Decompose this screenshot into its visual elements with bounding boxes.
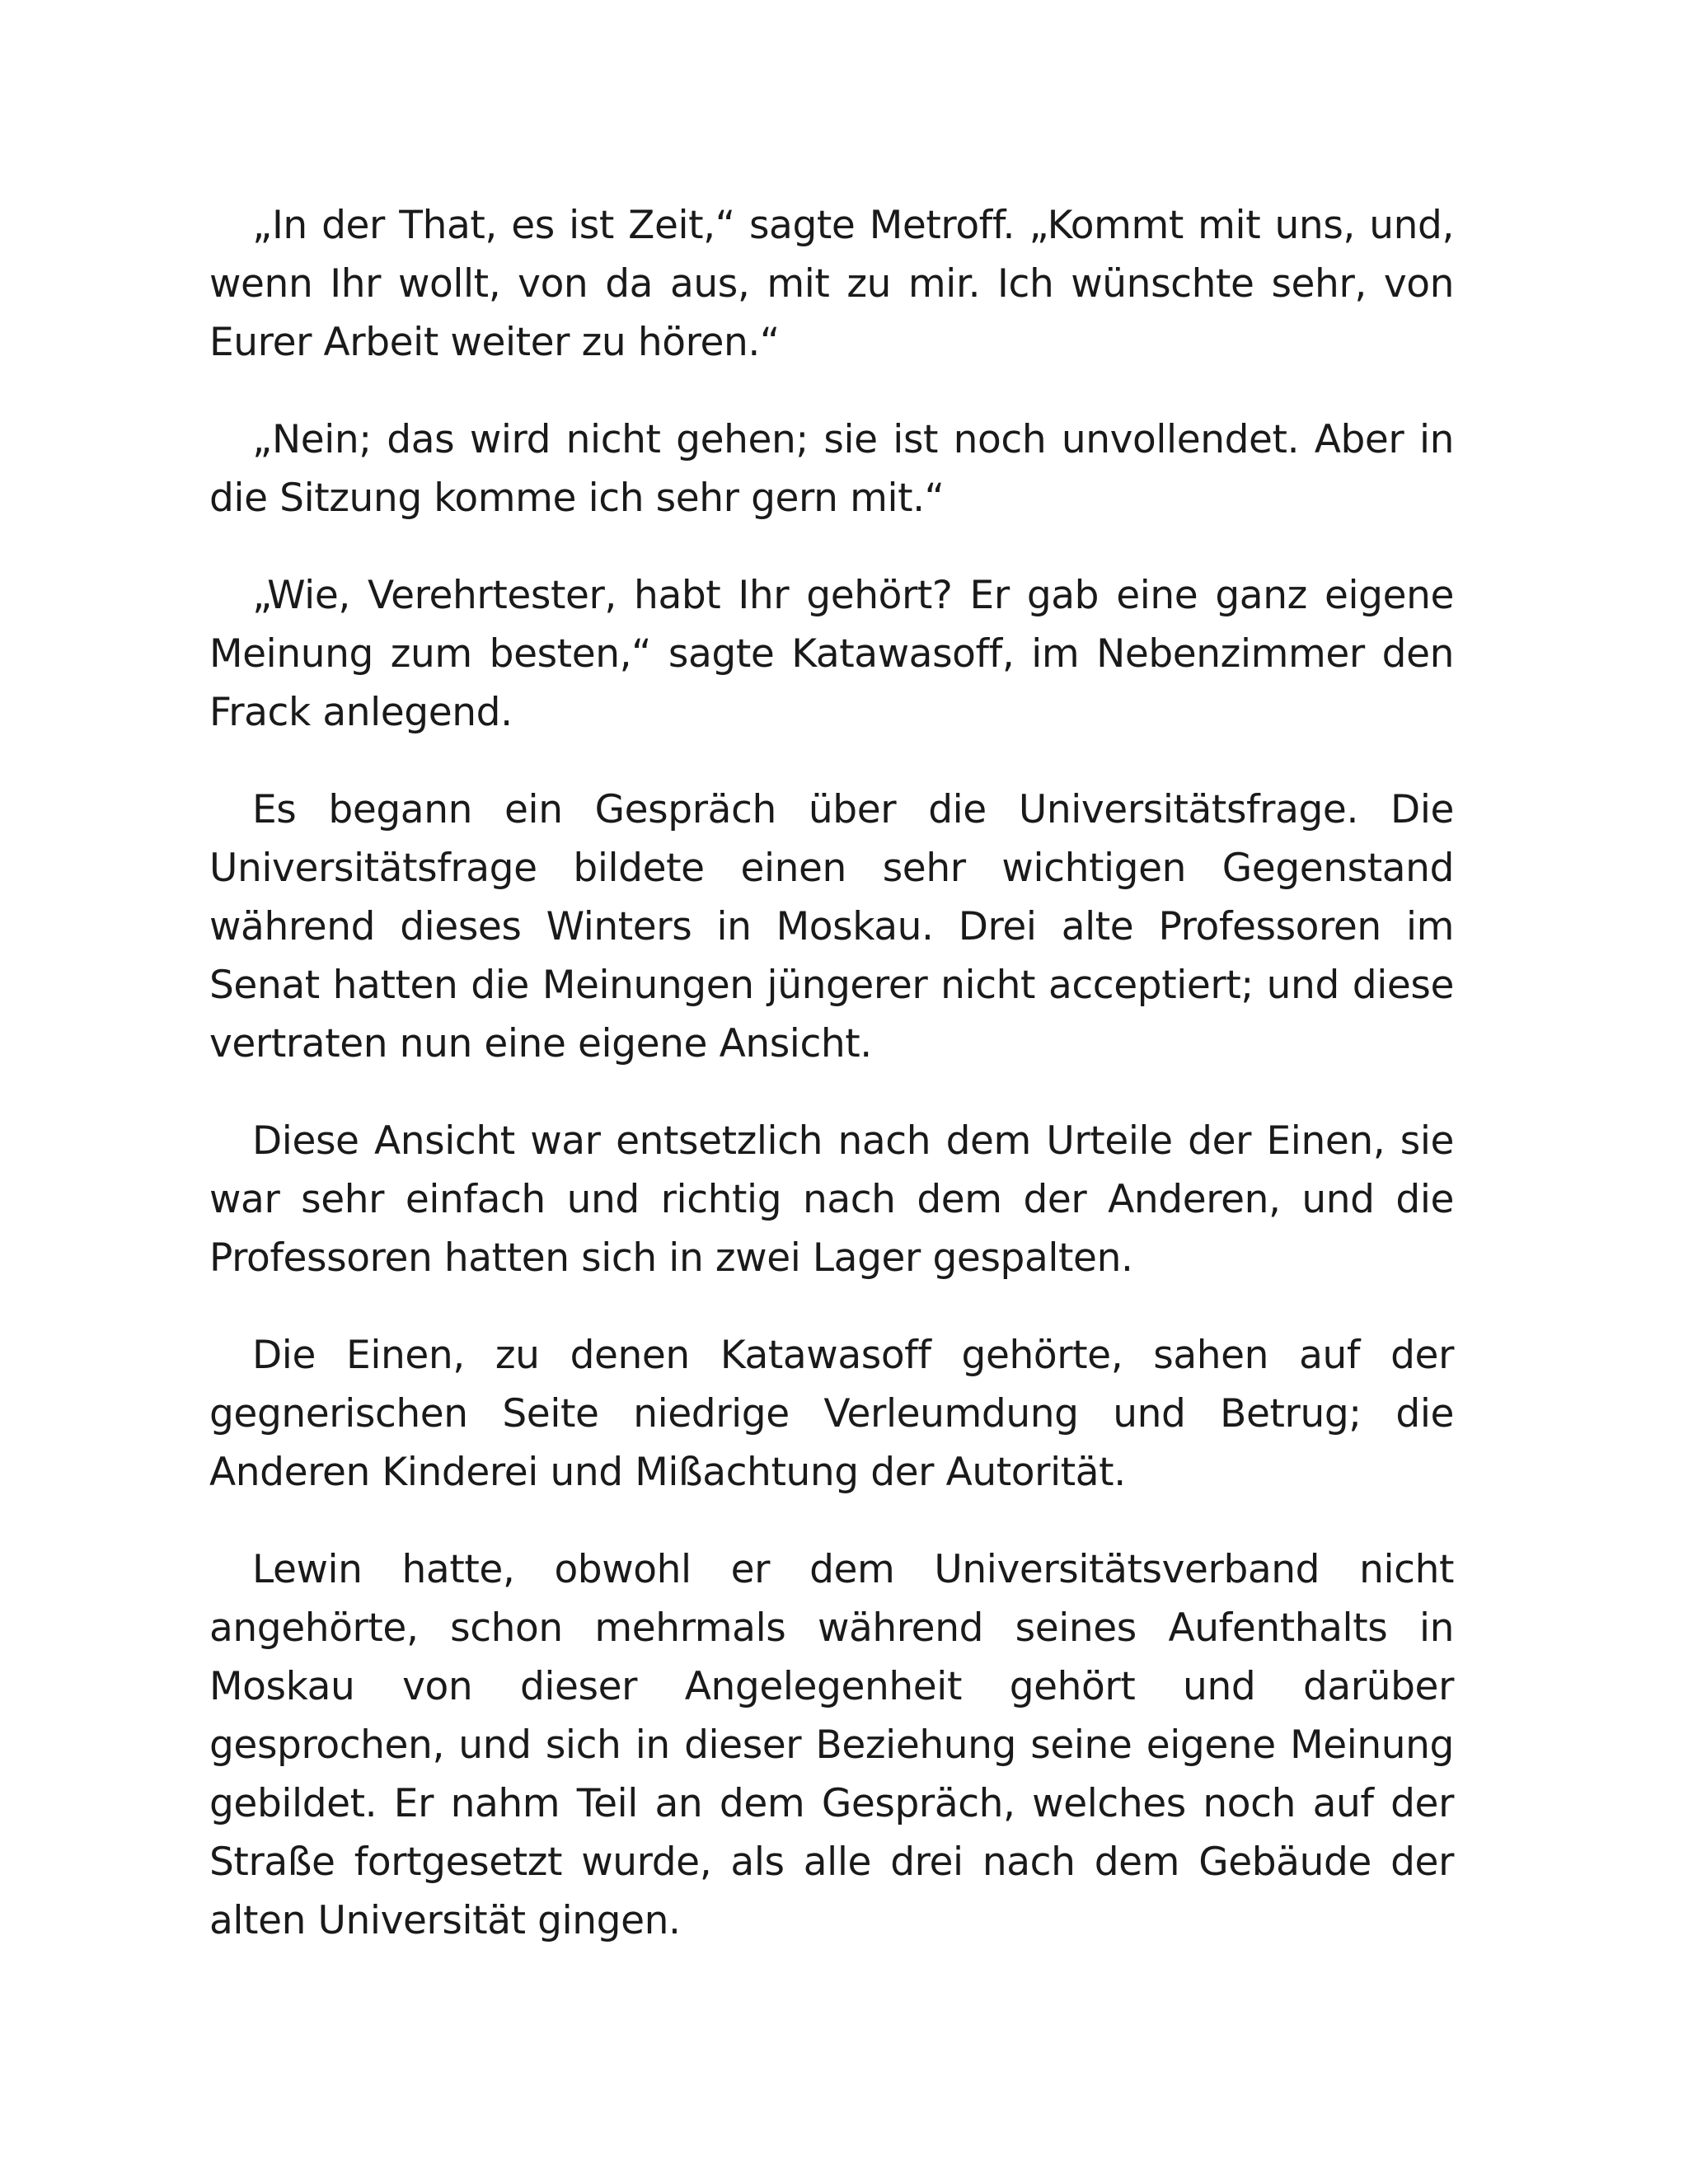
paragraph-1: „In der That, es ist Zeit,“ sagte Metroff. „Kommt mit uns, und, wenn Ihr wollt, von da aus, mit zu mir. Ich wünschte sehr, von Eurer Arbeit weiter zu hören.“ — [209, 203, 1454, 365]
body-text — [209, 196, 1454, 1989]
paragraph-7: Lewin hatte, obwohl er dem Universitätsverband nicht angehörte, schon mehrmals während seines Aufenthalts in Moskau von dieser Angelegenheit gehört und darüber gesprochen, und sich in dieser Beziehung seine eigene Meinung gebildet. Er nahm Teil an dem Gespräch, welches noch auf der Straße fortgesetzt wurde, als alle drei nach dem Gebäude der alten Universität gingen. — [209, 1547, 1454, 1943]
paragraph-6: Die Einen, zu denen Katawasoff gehörte, sahen auf der gegnerischen Seite niedrige Verleumdung und Betrug; die Anderen Kinderei und Mißachtung der Autorität. — [209, 1333, 1454, 1495]
paragraph-2: „Nein; das wird nicht gehen; sie ist noch unvollendet. Aber in die Sitzung komme ich sehr gern mit.“ — [209, 417, 1454, 521]
paragraph-5: Diese Ansicht war entsetzlich nach dem Urteile der Einen, sie war sehr einfach und richtig nach dem der Anderen, und die Professoren hatten sich in zwei Lager gespalten. — [209, 1118, 1454, 1281]
paragraph-3: „Wie, Verehrtester, habt Ihr gehört? Er gab eine ganz eigene Meinung zum besten,“ sagte Katawasoff, im Nebenzimmer den Frack anlegend. — [209, 573, 1454, 735]
paragraph-4: Es begann ein Gespräch über die Universitätsfrage. Die Universitätsfrage bildete einen sehr wichtigen Gegenstand während dieses Winters in Moskau. Drei alte Professoren im Senat hatten die Meinungen jüngerer nicht acceptiert; und diese vertraten nun eine eigene Ansicht. — [209, 787, 1454, 1066]
